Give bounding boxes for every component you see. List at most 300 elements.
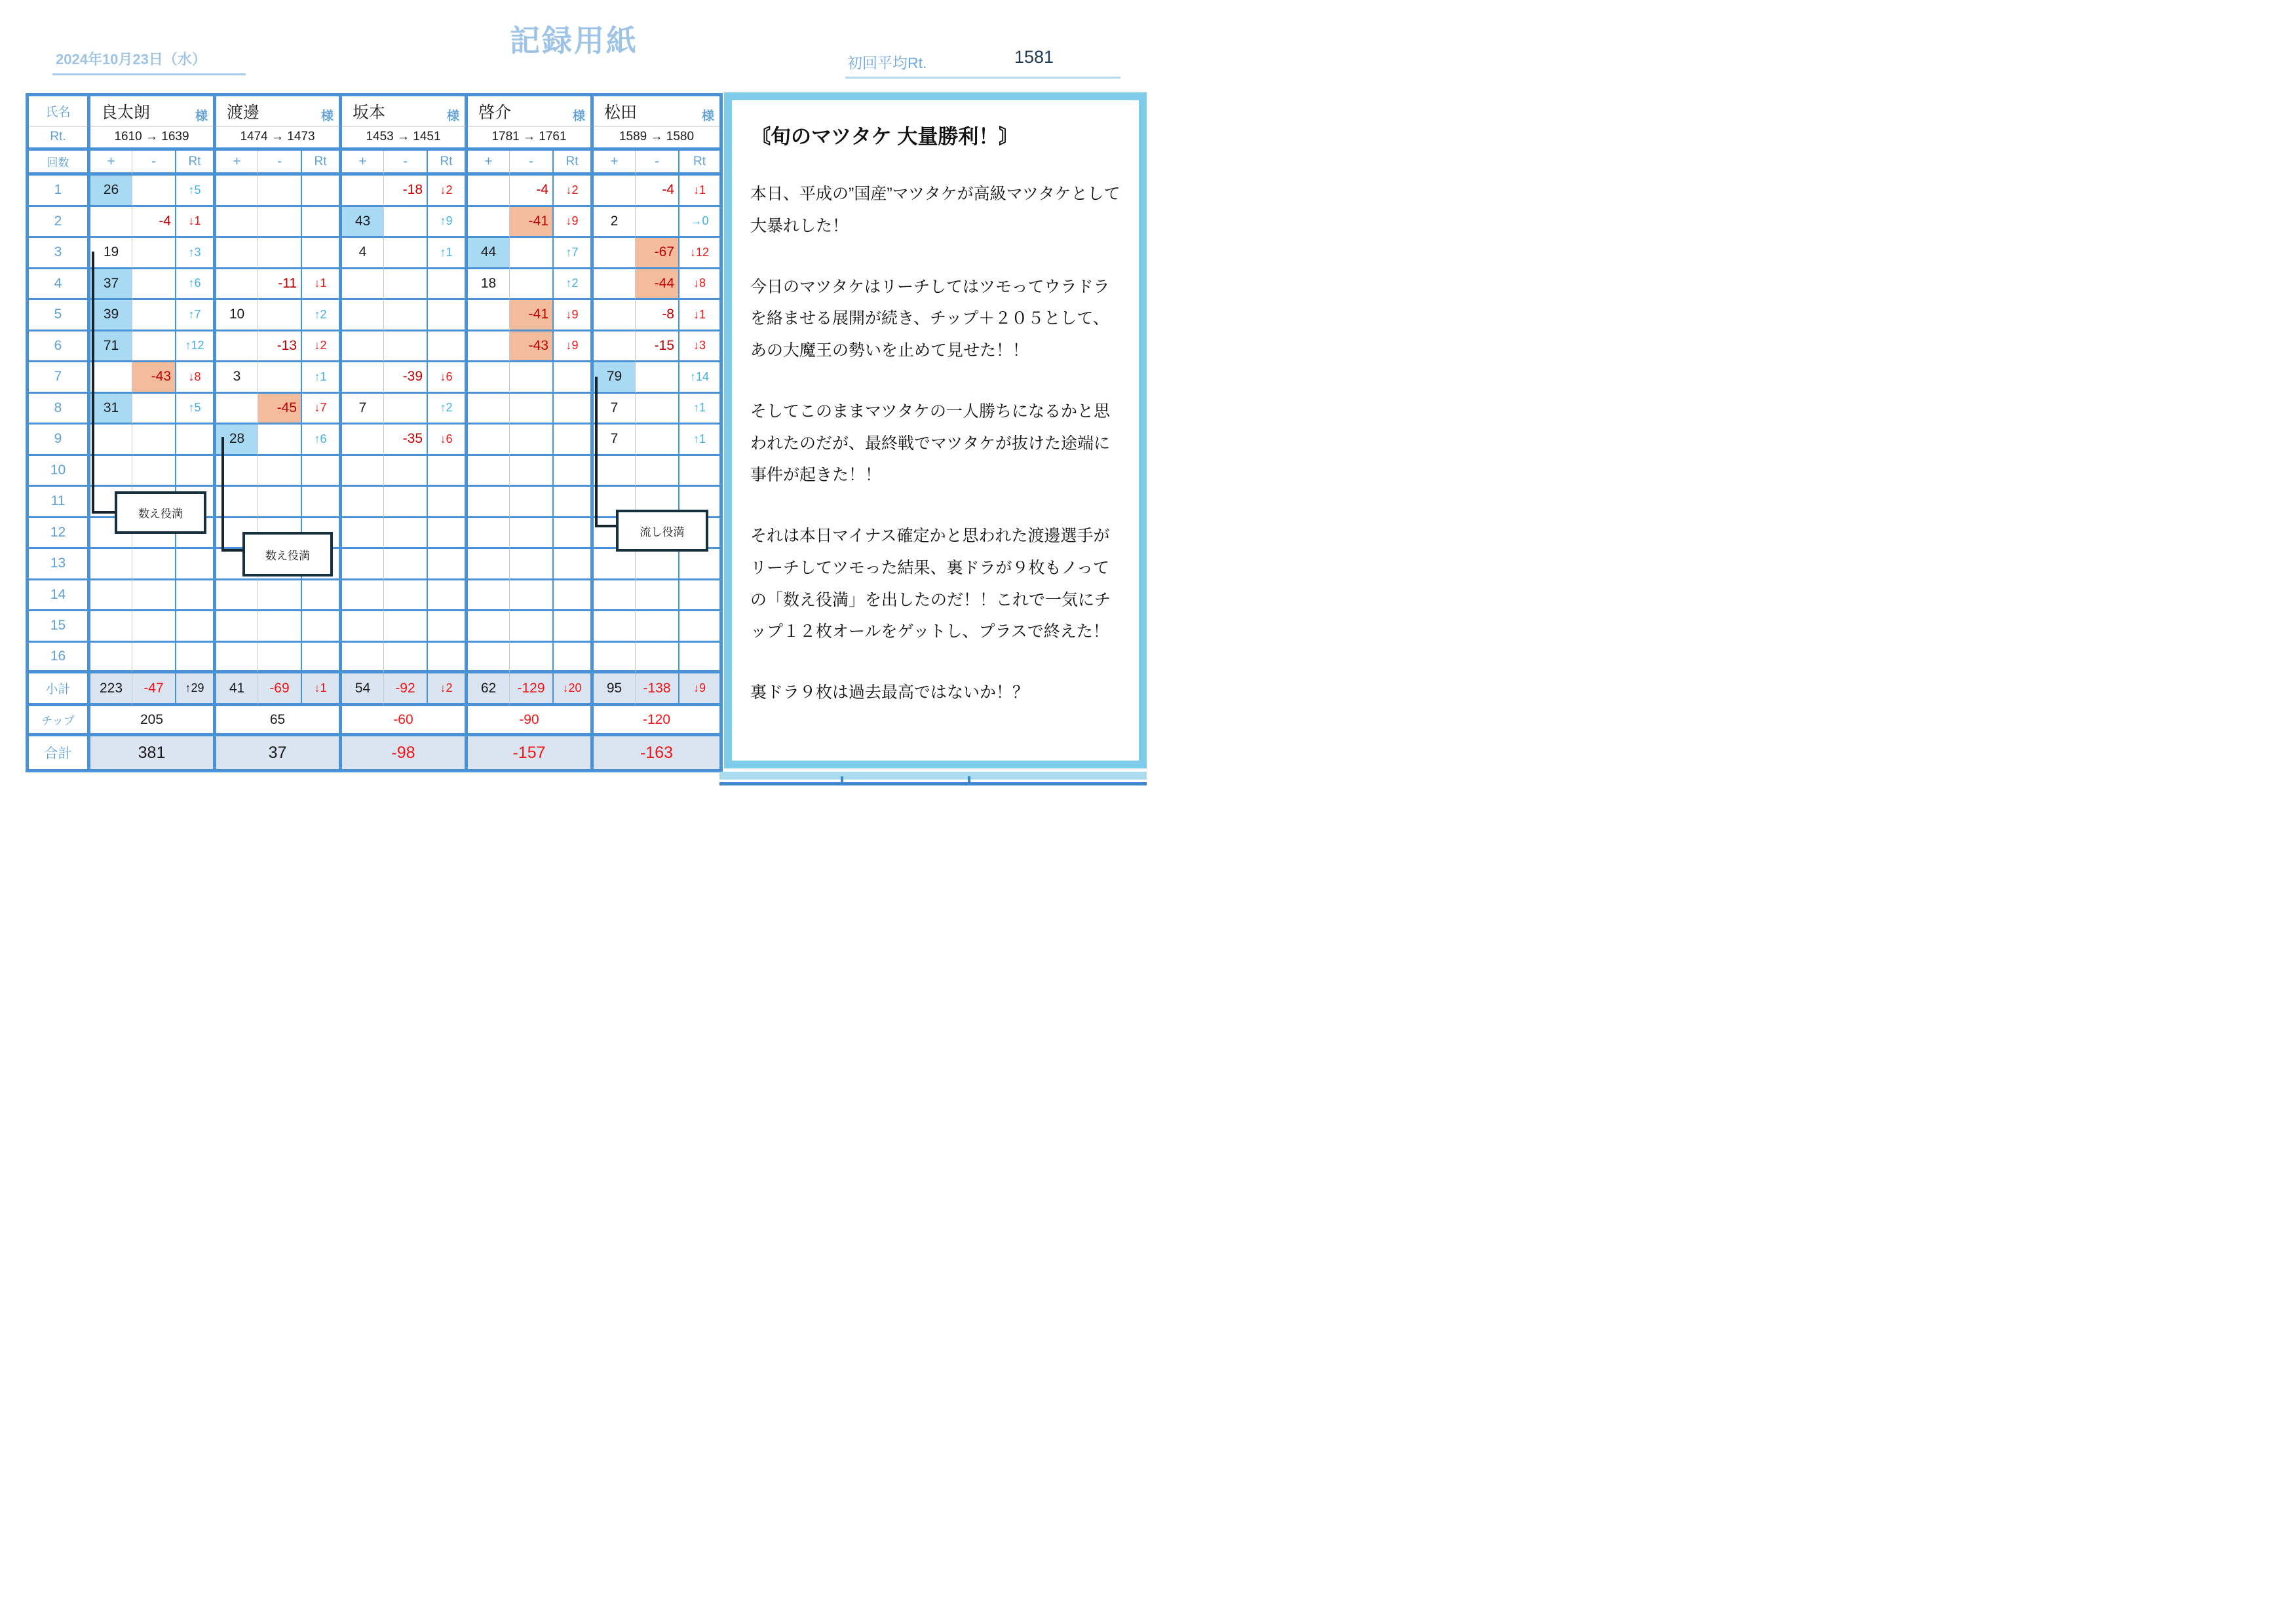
minus-cell: [258, 207, 302, 238]
rt-cell: ↓8: [679, 269, 719, 301]
subtotal-minus: -138: [636, 673, 679, 706]
rt-cell: [302, 487, 342, 518]
plus-cell: [468, 580, 510, 612]
plus-cell: [594, 456, 636, 487]
page-title: 記録用紙: [510, 24, 638, 58]
player-rating-change: 1453 → 1451: [342, 126, 468, 151]
chip-cell: 65: [216, 706, 342, 736]
leader-line-kazoe1-horizontal: [92, 511, 117, 514]
plus-cell: [594, 238, 636, 269]
plus-cell: [468, 518, 510, 550]
plus-cell: [468, 549, 510, 580]
rt-cell: ↓1: [679, 176, 719, 207]
plus-cell: [90, 549, 132, 580]
rt-header: Rt: [176, 151, 216, 176]
plus-cell: [216, 643, 258, 674]
plus-cell: [342, 176, 384, 207]
rt-header: Rt: [428, 151, 468, 176]
bottom-strip-line: [719, 782, 1147, 785]
record-sheet-page: [0, 0, 1148, 812]
subtotal-minus: -129: [510, 673, 554, 706]
plus-cell: [468, 300, 510, 331]
callout-kazoe-yakuman-2: 数え役満: [242, 532, 333, 576]
round-number-label: 6: [29, 331, 90, 363]
rt-cell: ↓1: [302, 269, 342, 301]
plus-cell: 43: [342, 207, 384, 238]
subtotal-minus: -92: [384, 673, 428, 706]
round-number-label: 15: [29, 611, 90, 643]
plus-cell: [342, 549, 384, 580]
minus-header: -: [258, 151, 302, 176]
minus-cell: -35: [384, 425, 428, 456]
round-number-label: 10: [29, 456, 90, 487]
plus-cell: [594, 331, 636, 363]
plus-cell: 28: [216, 425, 258, 456]
panel-title: 〘旬のマツタケ 大量勝利！〙: [750, 125, 1020, 148]
plus-cell: 39: [90, 300, 132, 331]
plus-cell: [342, 487, 384, 518]
honorific-label: 様: [320, 109, 334, 123]
plus-cell: 19: [90, 238, 132, 269]
plus-cell: [594, 611, 636, 643]
plus-cell: 37: [90, 269, 132, 301]
rt-cell: ↓2: [428, 176, 468, 207]
minus-cell: [132, 580, 176, 612]
rt-cell: [679, 456, 719, 487]
round-number-label: 16: [29, 643, 90, 674]
minus-cell: [510, 611, 554, 643]
total-cell: 381: [90, 736, 216, 769]
rt-cell: [176, 643, 216, 674]
minus-cell: [384, 456, 428, 487]
rt-cell: ↓9: [554, 207, 594, 238]
minus-cell: [258, 580, 302, 612]
subtotal-plus: 223: [90, 673, 132, 706]
player-name: [468, 96, 594, 126]
player-name: [342, 96, 468, 126]
plus-cell: [90, 643, 132, 674]
leader-line-kazoe2-vertical: [221, 437, 224, 552]
plus-cell: [216, 269, 258, 301]
minus-cell: [636, 425, 679, 456]
subtotal-minus: -69: [258, 673, 302, 706]
player-rating-change: 1610 → 1639: [90, 126, 216, 151]
player-name-text: 坂本: [353, 103, 386, 122]
total-label: 合計: [29, 736, 90, 769]
corner-rating-label: Rt.: [29, 126, 90, 151]
rt-cell: [554, 487, 594, 518]
minus-cell: [258, 300, 302, 331]
honorific-label: 様: [572, 109, 585, 123]
bottom-strip-tick: [841, 776, 843, 785]
player-rating-change: 1474 → 1473: [216, 126, 342, 151]
total-cell: 37: [216, 736, 342, 769]
plus-cell: [594, 269, 636, 301]
plus-cell: [342, 425, 384, 456]
rt-cell: [679, 643, 719, 674]
minus-cell: [132, 456, 176, 487]
rt-cell: [428, 611, 468, 643]
bottom-strip-tick: [968, 776, 970, 785]
rt-header: Rt: [302, 151, 342, 176]
minus-cell: [132, 238, 176, 269]
round-number-label: 13: [29, 549, 90, 580]
minus-cell: [636, 207, 679, 238]
minus-cell: [510, 580, 554, 612]
plus-cell: [216, 238, 258, 269]
rt-header: Rt: [554, 151, 594, 176]
plus-header: +: [594, 151, 636, 176]
minus-cell: -11: [258, 269, 302, 301]
minus-cell: [384, 331, 428, 363]
average-rt-value: 1581: [1014, 47, 1054, 67]
panel-paragraph: 本日、平成の”国産”マツタケが高級マツタケとして大暴れした！: [750, 185, 1120, 235]
plus-cell: [342, 331, 384, 363]
bottom-strip-band: [719, 772, 1147, 780]
plus-cell: [216, 611, 258, 643]
rt-cell: [428, 580, 468, 612]
rt-cell: [428, 269, 468, 301]
plus-cell: [594, 549, 636, 580]
player-name: [216, 96, 342, 126]
minus-cell: [384, 238, 428, 269]
minus-cell: [132, 176, 176, 207]
rt-cell: ↑7: [554, 238, 594, 269]
player-name-text: 渡邊: [227, 103, 260, 122]
corner-rounds-label: 回数: [29, 151, 90, 176]
minus-cell: [510, 487, 554, 518]
minus-cell: -41: [510, 300, 554, 331]
round-number-label: 5: [29, 300, 90, 331]
minus-cell: [636, 580, 679, 612]
rt-cell: [554, 580, 594, 612]
rt-cell: ↓1: [679, 300, 719, 331]
panel-paragraph: 裏ドラ９枚は過去最高ではないか！？: [750, 683, 1029, 702]
rt-cell: [302, 456, 342, 487]
player-name-text: 啓介: [478, 103, 512, 122]
minus-cell: [132, 425, 176, 456]
plus-cell: [342, 362, 384, 394]
plus-header: +: [216, 151, 258, 176]
rt-cell: ↑1: [302, 362, 342, 394]
date-underline: [52, 73, 246, 75]
rt-cell: [302, 207, 342, 238]
minus-cell: [510, 456, 554, 487]
minus-cell: [384, 269, 428, 301]
plus-cell: 7: [594, 425, 636, 456]
leader-line-nagashi-vertical: [595, 377, 598, 527]
plus-cell: [90, 207, 132, 238]
plus-cell: [90, 611, 132, 643]
rt-cell: ↓2: [302, 331, 342, 363]
rt-cell: [554, 456, 594, 487]
rt-cell: ↑1: [679, 425, 719, 456]
round-number-label: 11: [29, 487, 90, 518]
minus-header: -: [636, 151, 679, 176]
rt-cell: ↑2: [302, 300, 342, 331]
player-rating-change: 1781 → 1761: [468, 126, 594, 151]
minus-cell: [384, 300, 428, 331]
plus-cell: [468, 611, 510, 643]
rt-cell: [302, 176, 342, 207]
rt-cell: [679, 611, 719, 643]
plus-cell: [342, 456, 384, 487]
subtotal-rt: ↓1: [302, 673, 342, 706]
minus-cell: [258, 611, 302, 643]
leader-line-nagashi-horizontal: [595, 525, 618, 527]
minus-cell: [384, 580, 428, 612]
total-cell: -163: [594, 736, 719, 769]
plus-cell: [216, 394, 258, 425]
rt-cell: ↓9: [554, 300, 594, 331]
minus-cell: [132, 300, 176, 331]
rt-cell: ↓8: [176, 362, 216, 394]
rt-cell: ↑12: [176, 331, 216, 363]
minus-cell: [258, 176, 302, 207]
minus-cell: -4: [510, 176, 554, 207]
minus-cell: [510, 643, 554, 674]
minus-cell: [384, 611, 428, 643]
rt-cell: [428, 456, 468, 487]
minus-cell: [258, 362, 302, 394]
minus-cell: [384, 643, 428, 674]
subtotal-minus: -47: [132, 673, 176, 706]
plus-cell: 26: [90, 176, 132, 207]
rt-cell: ↑6: [302, 425, 342, 456]
minus-cell: [258, 487, 302, 518]
minus-cell: [384, 487, 428, 518]
minus-header: -: [510, 151, 554, 176]
minus-cell: -8: [636, 300, 679, 331]
subtotal-label: 小計: [29, 673, 90, 706]
total-cell: -98: [342, 736, 468, 769]
minus-cell: [132, 394, 176, 425]
plus-cell: [468, 425, 510, 456]
rt-cell: ↓2: [554, 176, 594, 207]
round-number-label: 7: [29, 362, 90, 394]
minus-header: -: [384, 151, 428, 176]
rt-cell: [302, 238, 342, 269]
minus-cell: -43: [132, 362, 176, 394]
rt-cell: ↓1: [176, 207, 216, 238]
rt-cell: ↓6: [428, 425, 468, 456]
rt-cell: ↑5: [176, 176, 216, 207]
rt-cell: [428, 549, 468, 580]
rt-cell: ↑1: [679, 394, 719, 425]
minus-cell: -15: [636, 331, 679, 363]
honorific-label: 様: [195, 109, 208, 123]
round-number-label: 2: [29, 207, 90, 238]
rt-cell: [679, 549, 719, 580]
minus-cell: [636, 549, 679, 580]
round-number-label: 3: [29, 238, 90, 269]
rt-cell: ↑6: [176, 269, 216, 301]
rt-cell: ↑7: [176, 300, 216, 331]
plus-header: +: [468, 151, 510, 176]
plus-header: +: [342, 151, 384, 176]
minus-cell: [636, 611, 679, 643]
minus-cell: -39: [384, 362, 428, 394]
rt-cell: [428, 300, 468, 331]
subtotal-plus: 41: [216, 673, 258, 706]
rt-cell: →0: [679, 207, 719, 238]
minus-cell: [510, 238, 554, 269]
chip-cell: 205: [90, 706, 216, 736]
leader-line-kazoe1-vertical: [92, 252, 94, 514]
panel-paragraph: 今日のマツタケはリーチしてはツモってウラドラを絡ませる展開が続き、チップ＋２０５として、あの大魔王の勢いを止めて見せた！！: [750, 277, 1110, 360]
minus-cell: [510, 394, 554, 425]
rt-cell: [176, 456, 216, 487]
corner-name-label: 氏名: [29, 96, 90, 126]
rt-cell: [302, 580, 342, 612]
minus-cell: [510, 269, 554, 301]
callout-kazoe-yakuman-1: 数え役満: [115, 491, 206, 534]
minus-cell: [258, 456, 302, 487]
minus-cell: [132, 549, 176, 580]
rt-cell: [176, 611, 216, 643]
minus-cell: -13: [258, 331, 302, 363]
minus-cell: -18: [384, 176, 428, 207]
rt-cell: ↓6: [428, 362, 468, 394]
plus-cell: 4: [342, 238, 384, 269]
round-number-label: 4: [29, 269, 90, 301]
chip-cell: -120: [594, 706, 719, 736]
rt-cell: [428, 487, 468, 518]
minus-cell: [384, 549, 428, 580]
rt-cell: [176, 580, 216, 612]
subtotal-plus: 62: [468, 673, 510, 706]
round-number-label: 1: [29, 176, 90, 207]
plus-cell: [468, 643, 510, 674]
minus-cell: -45: [258, 394, 302, 425]
report-panel: [724, 92, 1147, 768]
rt-cell: [554, 549, 594, 580]
round-number-label: 12: [29, 518, 90, 550]
minus-cell: [636, 394, 679, 425]
minus-cell: [384, 518, 428, 550]
minus-cell: [510, 518, 554, 550]
chip-cell: -90: [468, 706, 594, 736]
subtotal-rt: ↓2: [428, 673, 468, 706]
rt-cell: ↓9: [554, 331, 594, 363]
plus-cell: [468, 362, 510, 394]
subtotal-rt: ↓9: [679, 673, 719, 706]
rt-cell: [176, 549, 216, 580]
subtotal-plus: 95: [594, 673, 636, 706]
plus-cell: [90, 456, 132, 487]
panel-paragraph: それは本日マイナス確定かと思われた渡邊選手がリーチしてツモった結果、裏ドラが９枚もノっての「数え役満」を出したのだ！！これで一気にチップ１２枚オールをゲットし、プラスで終えた！: [750, 527, 1111, 641]
rt-header: Rt: [679, 151, 719, 176]
plus-cell: 31: [90, 394, 132, 425]
rt-cell: [302, 611, 342, 643]
rt-cell: [554, 394, 594, 425]
plus-cell: [342, 518, 384, 550]
rt-cell: [554, 643, 594, 674]
plus-cell: 7: [342, 394, 384, 425]
rt-cell: [554, 518, 594, 550]
plus-cell: 7: [594, 394, 636, 425]
rt-cell: [428, 331, 468, 363]
minus-cell: [132, 643, 176, 674]
plus-header: +: [90, 151, 132, 176]
minus-cell: [636, 643, 679, 674]
plus-cell: 10: [216, 300, 258, 331]
rt-cell: ↓3: [679, 331, 719, 363]
leader-line-kazoe2-horizontal: [221, 549, 244, 552]
rt-cell: ↓7: [302, 394, 342, 425]
player-name-text: 良太朗: [101, 103, 151, 122]
plus-cell: [90, 362, 132, 394]
plus-cell: [342, 580, 384, 612]
plus-cell: [342, 611, 384, 643]
rt-cell: [428, 643, 468, 674]
rt-cell: [302, 643, 342, 674]
player-name: [90, 96, 216, 126]
rt-cell: ↑1: [428, 238, 468, 269]
minus-cell: -4: [132, 207, 176, 238]
player-name: [594, 96, 719, 126]
panel-paragraph: そしてこのままマツタケの一人勝ちになるかと思われたのだが、最終戦でマツタケが抜けた途端に事件が起きた！！: [750, 402, 1111, 485]
plus-cell: 44: [468, 238, 510, 269]
plus-cell: [468, 394, 510, 425]
honorific-label: 様: [446, 109, 459, 123]
plus-cell: [90, 580, 132, 612]
rt-cell: ↑2: [428, 394, 468, 425]
plus-cell: 71: [90, 331, 132, 363]
player-name-text: 松田: [604, 103, 638, 122]
plus-cell: 2: [594, 207, 636, 238]
minus-cell: [132, 269, 176, 301]
plus-cell: [216, 207, 258, 238]
minus-cell: [258, 425, 302, 456]
minus-cell: [510, 549, 554, 580]
round-number-label: 14: [29, 580, 90, 612]
minus-cell: -44: [636, 269, 679, 301]
minus-cell: -67: [636, 238, 679, 269]
plus-cell: [468, 331, 510, 363]
average-rt-underline: [845, 77, 1120, 79]
plus-cell: [342, 643, 384, 674]
minus-cell: [132, 331, 176, 363]
plus-cell: [216, 580, 258, 612]
rt-cell: ↑5: [176, 394, 216, 425]
plus-cell: [90, 425, 132, 456]
rt-cell: ↑9: [428, 207, 468, 238]
rt-cell: [554, 362, 594, 394]
minus-header: -: [132, 151, 176, 176]
rt-cell: [679, 580, 719, 612]
minus-cell: [132, 611, 176, 643]
subtotal-plus: 54: [342, 673, 384, 706]
rt-cell: [554, 425, 594, 456]
honorific-label: 様: [701, 109, 714, 123]
plus-cell: [216, 331, 258, 363]
chip-cell: -60: [342, 706, 468, 736]
plus-cell: [342, 300, 384, 331]
rt-cell: ↑2: [554, 269, 594, 301]
plus-cell: [594, 300, 636, 331]
average-rt-label: 初回平均Rt.: [847, 54, 927, 71]
minus-cell: [636, 456, 679, 487]
minus-cell: [384, 394, 428, 425]
plus-cell: [594, 643, 636, 674]
subtotal-rt: ↑29: [176, 673, 216, 706]
minus-cell: [258, 238, 302, 269]
plus-cell: 3: [216, 362, 258, 394]
minus-cell: [636, 362, 679, 394]
minus-cell: -41: [510, 207, 554, 238]
chip-label: チップ: [29, 706, 90, 736]
